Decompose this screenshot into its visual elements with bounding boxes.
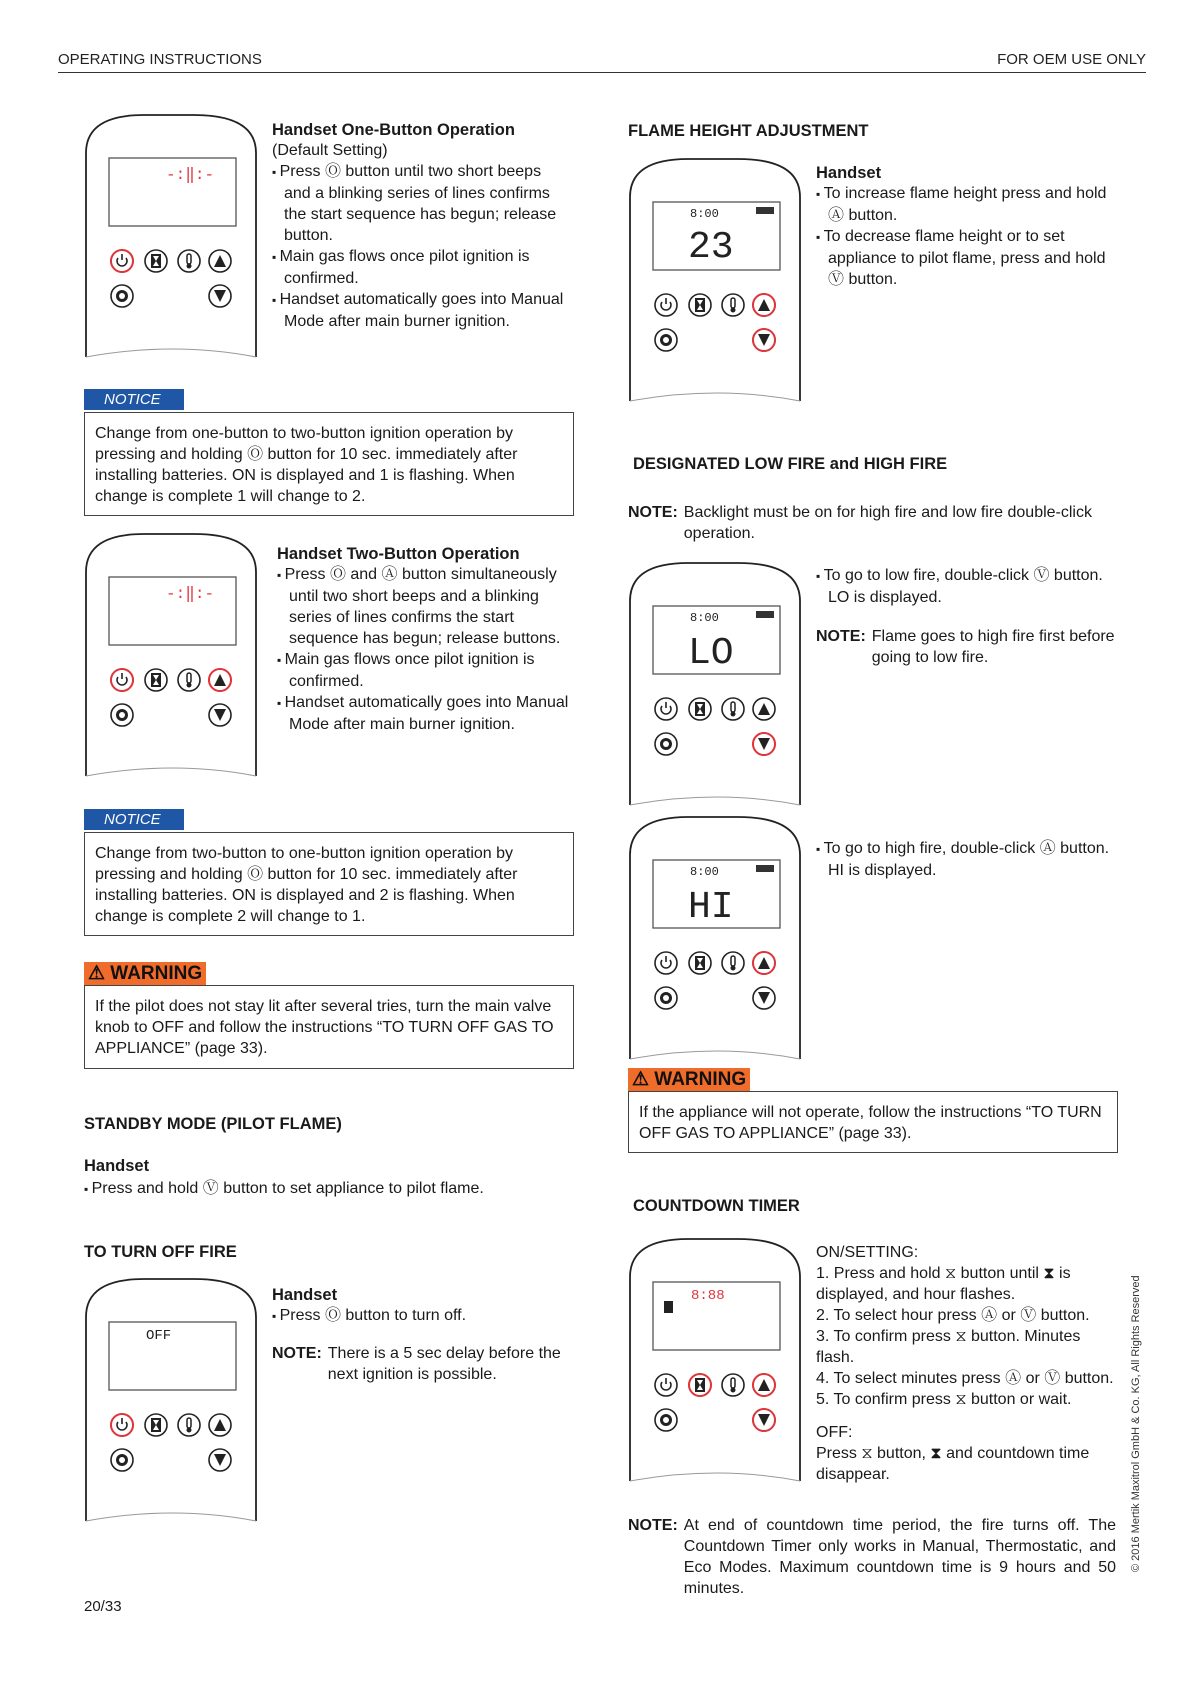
standby-bullet: ▪ Press and hold Ⓥ button to set appliance to pilot flame. bbox=[84, 1178, 596, 1200]
flame-subheading: Handset bbox=[816, 164, 882, 182]
remote-illustration-off bbox=[84, 1277, 260, 1523]
timer-step-1: 1. Press and hold ⧖ button until ⧗ is displayed, and hour flashes. bbox=[816, 1265, 1071, 1303]
remote-illustration-flame bbox=[628, 157, 804, 403]
notice-box-1: Change from one-button to two-button ignition operation by pressing and holding Ⓞ button for 10 sec. immediately after installing batteries. ON is displayed and 1 is flashing. When change is complete 1 will change to 2. bbox=[84, 412, 574, 516]
two-button-bullet-3: ▪ Handset automatically goes into Manual Mode after main burner ignition. bbox=[277, 692, 574, 735]
one-button-section bbox=[272, 121, 572, 332]
notice-tag-1: NOTICE bbox=[84, 389, 184, 410]
designated-note-text: Backlight must be on for high fire and low fire double-click operation. bbox=[683, 504, 1092, 542]
warning-box-1: If the pilot does not stay lit after several tries, turn the main valve knob to OFF and follow the instructions “TO TURN OFF GAS TO APPLIANCE” (page 33). bbox=[84, 985, 574, 1069]
turn-off-note-label: NOTE: bbox=[272, 1345, 322, 1362]
high-display-time: 8:00 bbox=[690, 865, 719, 879]
timer-section bbox=[816, 1242, 1116, 1485]
timer-display-value: 8:88 bbox=[691, 1288, 725, 1304]
timer-off-label: OFF: bbox=[816, 1424, 853, 1441]
turn-off-bullet: ▪ Press Ⓞ button to turn off. bbox=[272, 1305, 574, 1327]
header-rule bbox=[58, 72, 1146, 73]
copyright-side-text: © 2016 Mertik Maxitrol GmbH & Co. KG, All Rights Reserved bbox=[1130, 1275, 1142, 1572]
notice-box-2: Change from two-button to one-button ignition operation by pressing and holding Ⓞ button for 10 sec. immediately after installing batteries. ON is displayed and 2 is flashing. When change is complete 2 will change to 1. bbox=[84, 832, 574, 936]
timer-on-label: ON/SETTING: bbox=[816, 1244, 919, 1261]
timer-note-label: NOTE: bbox=[628, 1517, 678, 1534]
warning-box-2: If the appliance will not operate, follow the instructions “TO TURN OFF GAS TO APPLIANCE” (page 33). bbox=[628, 1091, 1118, 1153]
timer-step-2: 2. To select hour press Ⓐ or Ⓥ button. bbox=[816, 1307, 1090, 1324]
flame-bullet-2: ▪ To decrease flame height or to set appliance to pilot flame, press and hold Ⓥ button. bbox=[816, 226, 1116, 290]
designated-note-label: NOTE: bbox=[628, 504, 678, 521]
svg-text:-:‖:-: -:‖:- bbox=[166, 166, 215, 184]
svg-text:-:‖:-: -:‖:- bbox=[166, 585, 215, 603]
turn-off-note: There is a 5 sec delay before the next ignition is possible. bbox=[327, 1345, 561, 1383]
low-fire-bullet: ▪ To go to low fire, double-click Ⓥ button. LO is displayed. bbox=[816, 565, 1116, 608]
designated-note bbox=[628, 502, 1120, 544]
two-button-section bbox=[277, 545, 574, 735]
low-fire-note-label: NOTE: bbox=[816, 628, 866, 645]
off-display-text: OFF bbox=[146, 1328, 172, 1344]
one-button-bullet-2: ▪ Main gas flows once pilot ignition is confirmed. bbox=[272, 246, 572, 289]
two-button-bullet-2: ▪ Main gas flows once pilot ignition is confirmed. bbox=[277, 649, 574, 692]
timer-step-5: 5. To confirm press ⧖ button or wait. bbox=[816, 1391, 1072, 1408]
low-display-time: 8:00 bbox=[690, 611, 719, 625]
flame-display-value: 23 bbox=[688, 226, 734, 269]
header-right: FOR OEM USE ONLY bbox=[997, 51, 1146, 68]
low-fire-note: Flame goes to high fire first before going to low fire. bbox=[871, 628, 1115, 666]
timer-heading: COUNTDOWN TIMER bbox=[633, 1197, 800, 1215]
low-display-value: LO bbox=[688, 632, 734, 675]
warning-tag-1: ⚠ WARNING bbox=[84, 962, 206, 985]
flame-bullet-1: ▪ To increase flame height press and hold Ⓐ button. bbox=[816, 183, 1116, 226]
high-display-value: HI bbox=[688, 886, 734, 929]
flame-heading: FLAME HEIGHT ADJUSTMENT bbox=[628, 122, 869, 140]
one-button-subtitle: (Default Setting) bbox=[272, 142, 388, 159]
standby-heading: STANDBY MODE (PILOT FLAME) bbox=[84, 1115, 342, 1133]
two-button-bullet-1: ▪ Press Ⓞ and Ⓐ button simultaneously until two short beeps and a blinking series of lines confirms the start sequence has begun; release buttons. bbox=[277, 564, 574, 649]
turn-off-subheading: Handset bbox=[272, 1286, 338, 1304]
remote-illustration-low bbox=[628, 561, 804, 807]
remote-illustration-high bbox=[628, 815, 804, 1061]
turn-off-heading: TO TURN OFF FIRE bbox=[84, 1243, 237, 1261]
timer-note-text: At end of countdown time period, the fire turns off. The Countdown Timer only works in Manual, Thermostatic, and Eco Modes. Maximum countdown time is 9 hours and 50 minutes. bbox=[683, 1517, 1116, 1597]
remote-illustration-one-button bbox=[84, 113, 260, 359]
timer-step-3: 3. To confirm press ⧖ button. Minutes flash. bbox=[816, 1328, 1081, 1366]
timer-off-text: Press ⧖ button, ⧗ and countdown time disappear. bbox=[816, 1445, 1090, 1483]
one-button-bullet-3: ▪ Handset automatically goes into Manual Mode after main burner ignition. bbox=[272, 289, 572, 332]
turn-off-section bbox=[272, 1286, 574, 1385]
warning-tag-2: ⚠ WARNING bbox=[628, 1068, 750, 1091]
low-fire-section bbox=[816, 565, 1116, 668]
one-button-title: Handset One-Button Operation bbox=[272, 121, 515, 139]
timer-step-4: 4. To select minutes press Ⓐ or Ⓥ button. bbox=[816, 1370, 1114, 1387]
timer-note bbox=[628, 1515, 1116, 1599]
high-fire-bullet: ▪ To go to high fire, double-click Ⓐ button. HI is displayed. bbox=[816, 838, 1128, 881]
remote-illustration-two-button bbox=[84, 532, 260, 778]
flame-section bbox=[816, 164, 1116, 290]
two-button-title: Handset Two-Button Operation bbox=[277, 545, 520, 563]
page-number: 20/33 bbox=[84, 1598, 122, 1615]
flame-display-time: 8:00 bbox=[690, 207, 719, 221]
header-left: OPERATING INSTRUCTIONS bbox=[58, 51, 262, 68]
notice-tag-2: NOTICE bbox=[84, 809, 184, 830]
designated-heading: DESIGNATED LOW FIRE and HIGH FIRE bbox=[633, 455, 948, 473]
standby-subheading: Handset bbox=[84, 1157, 150, 1175]
one-button-bullet-1: ▪ Press Ⓞ button until two short beeps and a blinking series of lines confirms the start sequence has begun; release button. bbox=[272, 161, 572, 246]
remote-illustration-timer bbox=[628, 1237, 804, 1483]
